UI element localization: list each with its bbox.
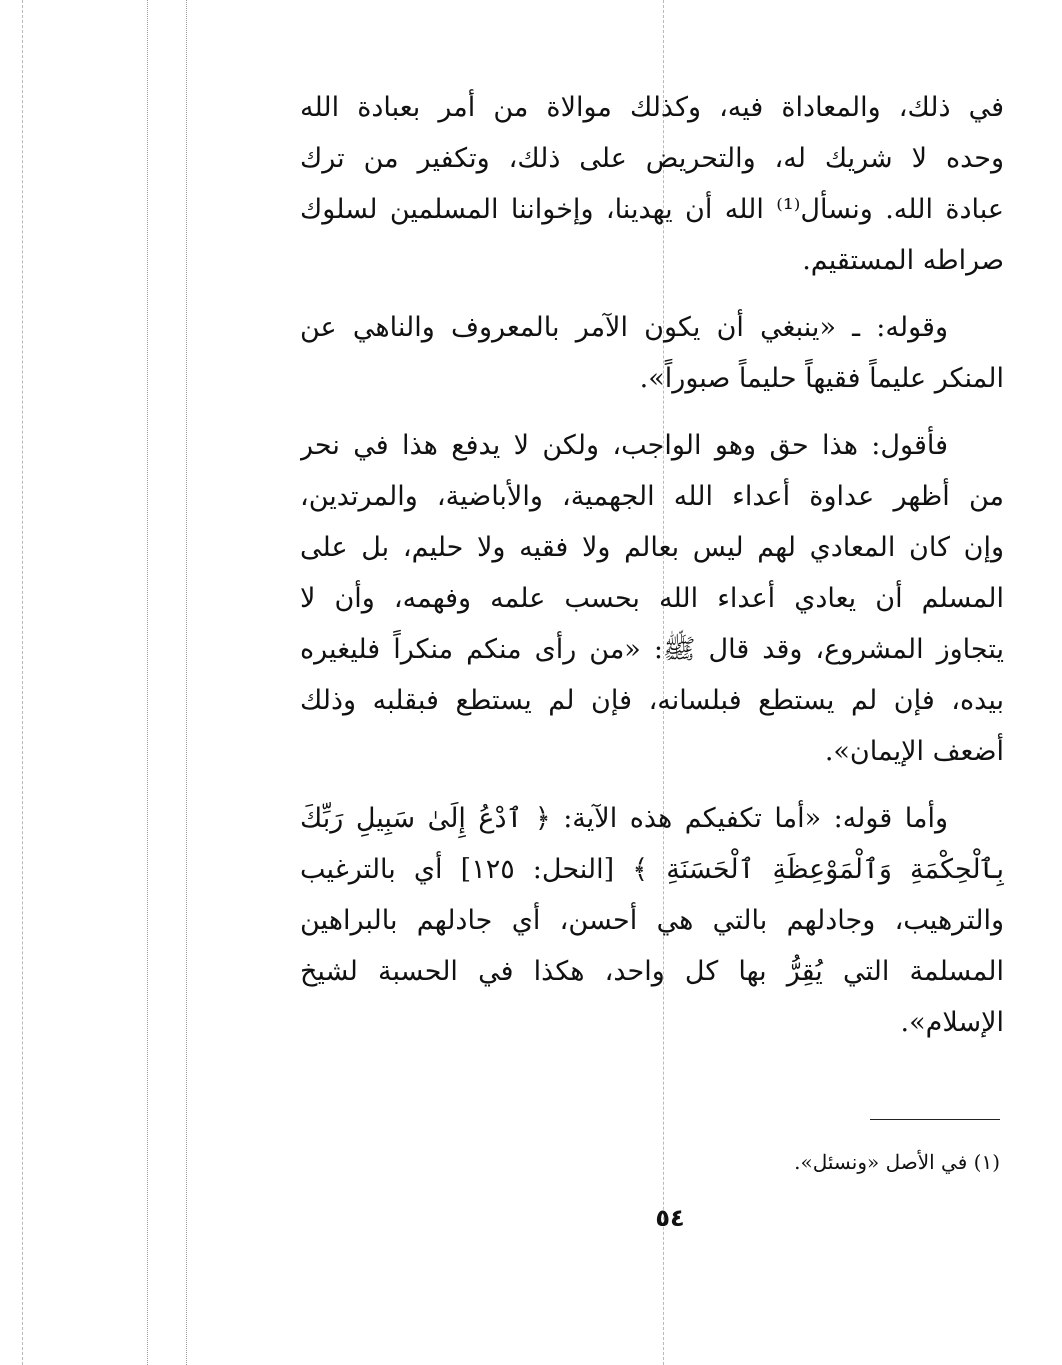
text-line: وحده لا شريك له، والتحريض على ذلك، وتكفير من ترك [300,143,1004,174]
text-line: أضعف الإيمان». [824,736,1004,767]
text-line: عبادة الله. ونسأل⁽¹⁾ الله أن يهدينا، وإخواننا المسلمين لسلوك [300,194,1004,225]
text-line: صراطه المستقيم. [802,245,1004,276]
scan-guide-left [22,0,23,1365]
paragraph-3 [300,420,1004,777]
text-line: وقوله: ـ «ينبغي أن يكون الآمر بالمعروف والناهي عن [300,312,948,343]
text-line: وأما قوله: «أما تكفيكم هذه الآية: ﴿ ٱدْعُ إِلَىٰ سَبِيلِ رَبِّكَ [300,803,948,834]
scan-dotted-line [186,0,187,1365]
text-line: المسلم أن يعادي أعداء الله بحسب علمه وفهمه، وأن لا [300,583,1004,614]
text-line: يتجاوز المشروع، وقد قال ﷺ: «من رأى منكم منكراً فليغيره [300,634,1004,665]
paragraph-4 [300,793,1004,1048]
text-line: بيده، فإن لم يستطع فبلسانه، فإن لم يستطع فبقلبه وذلك [300,685,1004,716]
footnote: (١) في الأصل «ونسئل». [794,1150,1000,1174]
text-line: والترهيب، وجادلهم بالتي هي أحسن، أي جادلهم بالبراهين [300,905,1004,936]
text-line: فأقول: هذا حق وهو الواجب، ولكن لا يدفع هذا في نحر [300,430,948,461]
text-line: في ذلك، والمعاداة فيه، وكذلك موالاة من أمر بعبادة الله [300,92,1004,123]
footnote-separator [870,1119,1000,1120]
scan-dotted-line [147,0,148,1365]
text-line: المنكر عليماً فقيهاً حليماً صبوراً». [639,363,1004,394]
document-body [300,82,1004,1064]
page-number: ٥٤ [655,1204,685,1232]
paragraph-1 [300,82,1004,286]
paragraph-2 [300,302,1004,404]
text-line: وإن كان المعادي لهم ليس بعالم ولا فقيه ولا حليم، بل على [300,532,1004,563]
text-line: من أظهر عداوة أعداء الله الجهمية، والأباضية، والمرتدين، [300,481,1004,512]
text-line: بِٱلْحِكْمَةِ وَٱلْمَوْعِظَةِ ٱلْحَسَنَةِ ﴾ [النحل: ١٢٥] أي بالترغيب [300,854,1004,885]
text-line: الإسلام». [900,1007,1004,1038]
text-line: المسلمة التي يُقِرُّ بها كل واحد، هكذا في الحسبة لشيخ [300,956,1004,987]
